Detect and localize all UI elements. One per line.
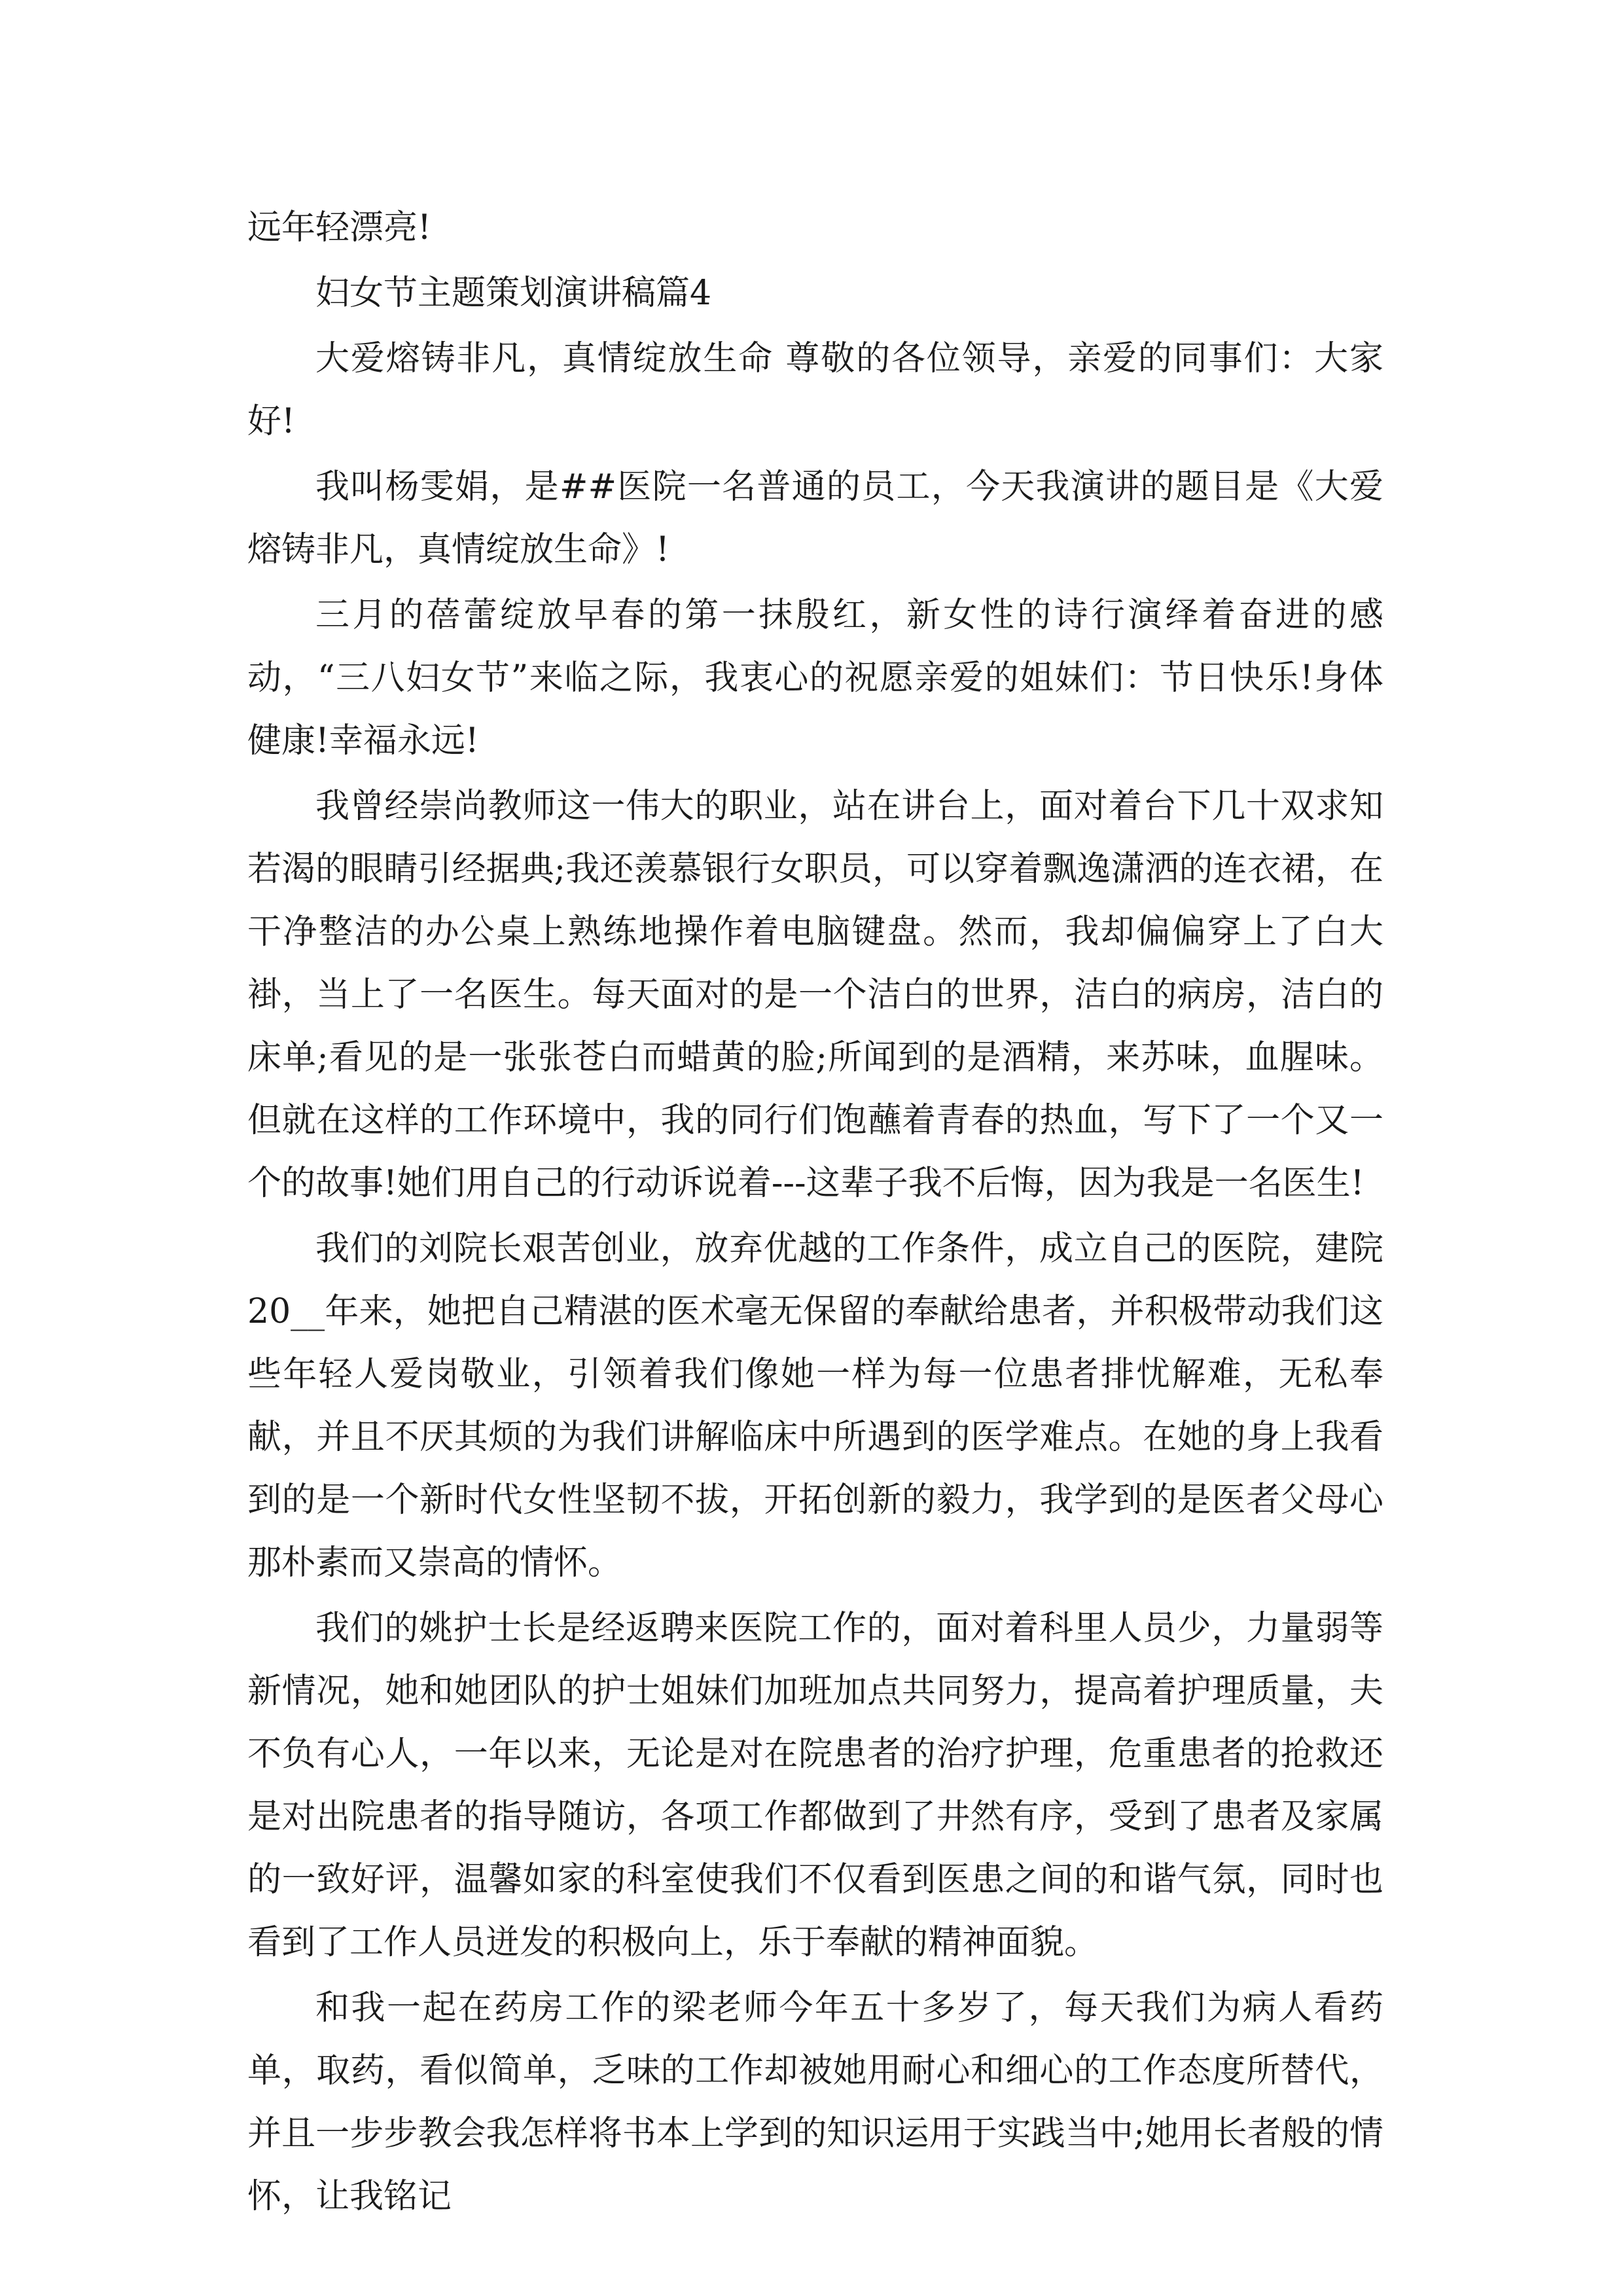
paragraph-festival-wishes: 三月的蓓蕾绽放早春的第一抹殷红，新女性的诗行演绎着奋进的感动，“三八妇女节”来临之际，我衷心的祝愿亲爱的姐妹们：节日快乐!身体健康!幸福永远!	[247, 596, 1383, 761]
paragraph-greeting: 大爱熔铸非凡，真情绽放生命 尊敬的各位领导，亲爱的同事们：大家好!	[247, 339, 1383, 441]
section-heading: 妇女节主题策划演讲稿篇4	[315, 274, 712, 313]
paragraph-teacher-liang: 和我一起在药房工作的梁老师今年五十多岁了，每天我们为病人看药单，取药，看似简单，乏味的工作却被她用耐心和细心的工作态度所替代，并且一步步教会我怎样将书本上学到的知识运用于实践当中;她用长者般的情怀，让我铭记	[247, 1988, 1383, 2216]
document-body	[247, 196, 1383, 2231]
paragraph-dean-liu: 我们的刘院长艰苦创业，放弃优越的工作条件，成立自己的医院，建院20__年来，她把自己精湛的医术毫无保留的奉献给患者，并积极带动我们这些年轻人爱岗敬业，引领着我们像她一样为每一位患者排忧解难，无私奉献，并且不厌其烦的为我们讲解临床中所遇到的医学难点。在她的身上我看到的是一个新时代女性坚韧不拔，开拓创新的毅力，我学到的是医者父母心那朴素而又崇高的情怀。	[247, 1229, 1383, 1583]
paragraph-career-choice: 我曾经崇尚教师这一伟大的职业，站在讲台上，面对着台下几十双求知若渴的眼睛引经据典;我还羡慕银行女职员，可以穿着飘逸潇洒的连衣裙，在干净整洁的办公桌上熟练地操作着电脑键盘。然而，我却偏偏穿上了白大褂，当上了一名医生。每天面对的是一个洁白的世界，洁白的病房，洁白的床单;看见的是一张张苍白而蜡黄的脸;所闻到的是酒精，来苏味，血腥味。但就在这样的工作环境中，我的同行们饱蘸着青春的热血，写下了一个又一个的故事!她们用自己的行动诉说着---这辈子我不后悔，因为我是一名医生!	[247, 787, 1383, 1203]
paragraph-head-nurse-yao: 我们的姚护士长是经返聘来医院工作的，面对着科里人员少，力量弱等新情况，她和她团队的护士姐妹们加班加点共同努力，提高着护理质量，夫不负有心人，一年以来，无论是对在院患者的治疗护理，危重患者的抢救还是对出院患者的指导随访，各项工作都做到了井然有序，受到了患者及家属的一致好评，温馨如家的科室使我们不仅看到医患之间的和谐气氛，同时也看到了工作人员迸发的积极向上，乐于奉献的精神面貌。	[247, 1609, 1383, 1962]
paragraph-introduction: 我叫杨雯娟，是##医院一名普通的员工，今天我演讲的题目是《大爱熔铸非凡，真情绽放生命》!	[247, 467, 1383, 569]
continuation-text: 远年轻漂亮!	[247, 208, 431, 247]
